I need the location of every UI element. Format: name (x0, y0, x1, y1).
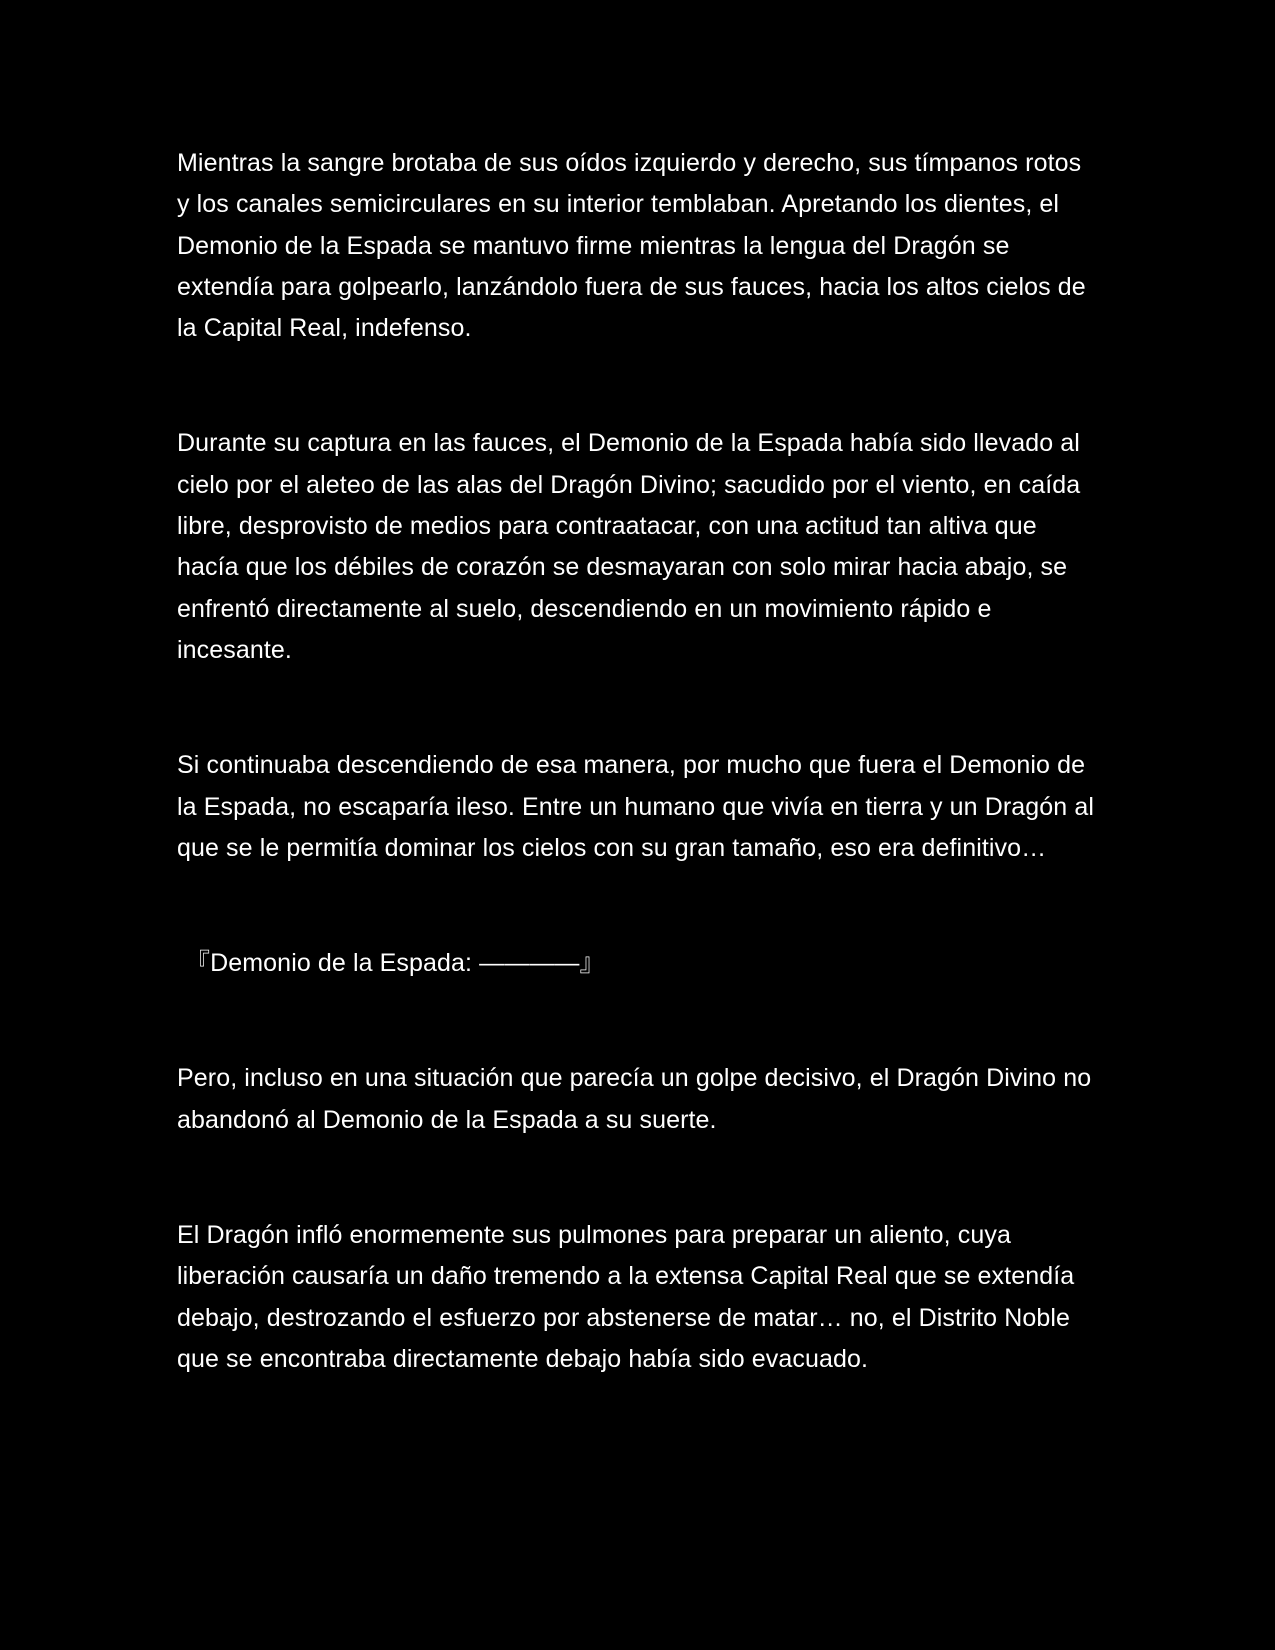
paragraph: Pero, incluso en una situación que parecía un golpe decisivo, el Dragón Divino no abandonó al Demonio de la Espada a su suerte. (177, 1064, 1092, 1134)
dialogue-line: 『Demonio de la Espada: ————』 (185, 949, 605, 978)
paragraph: Durante su captura en las fauces, el Demonio de la Espada había sido llevado al cielo por el aleteo de las alas del Dragón Divino; sacudido por el viento, en caída libre, desprovisto de medios para contraatacar, con una actitud tan altiva que hacía que los débiles de corazón se desmayaran con solo mirar hacia abajo, se enfrentó directamente al suelo, descendiendo en un movimiento rápido e incesante. (177, 429, 1081, 664)
paragraph: El Dragón infló enormemente sus pulmones para preparar un aliento, cuya liberación causaría un daño tremendo a la extensa Capital Real que se extendía debajo, destrozando el esfuerzo por abstenerse de matar… no, el Distrito Noble que se encontraba directamente debajo había sido evacuado. (177, 1221, 1075, 1373)
paragraph: Mientras la sangre brotaba de sus oídos izquierdo y derecho, sus tímpanos rotos y los canales semicirculares en su interior temblaban. Apretando los dientes, el Demonio de la Espada se mantuvo firme mientras la lengua del Dragón se extendía para golpearlo, lanzándolo fuera de sus fauces, hacia los altos cielos de la Capital Real, indefenso. (177, 149, 1086, 343)
paragraph: Si continuaba descendiendo de esa manera, por mucho que fuera el Demonio de la Espada, no escaparía ileso. Entre un humano que vivía en tierra y un Dragón al que se le permitía dominar los cielos con su gran tamaño, eso era definitivo… (177, 751, 1094, 862)
text-body (177, 143, 1097, 1380)
